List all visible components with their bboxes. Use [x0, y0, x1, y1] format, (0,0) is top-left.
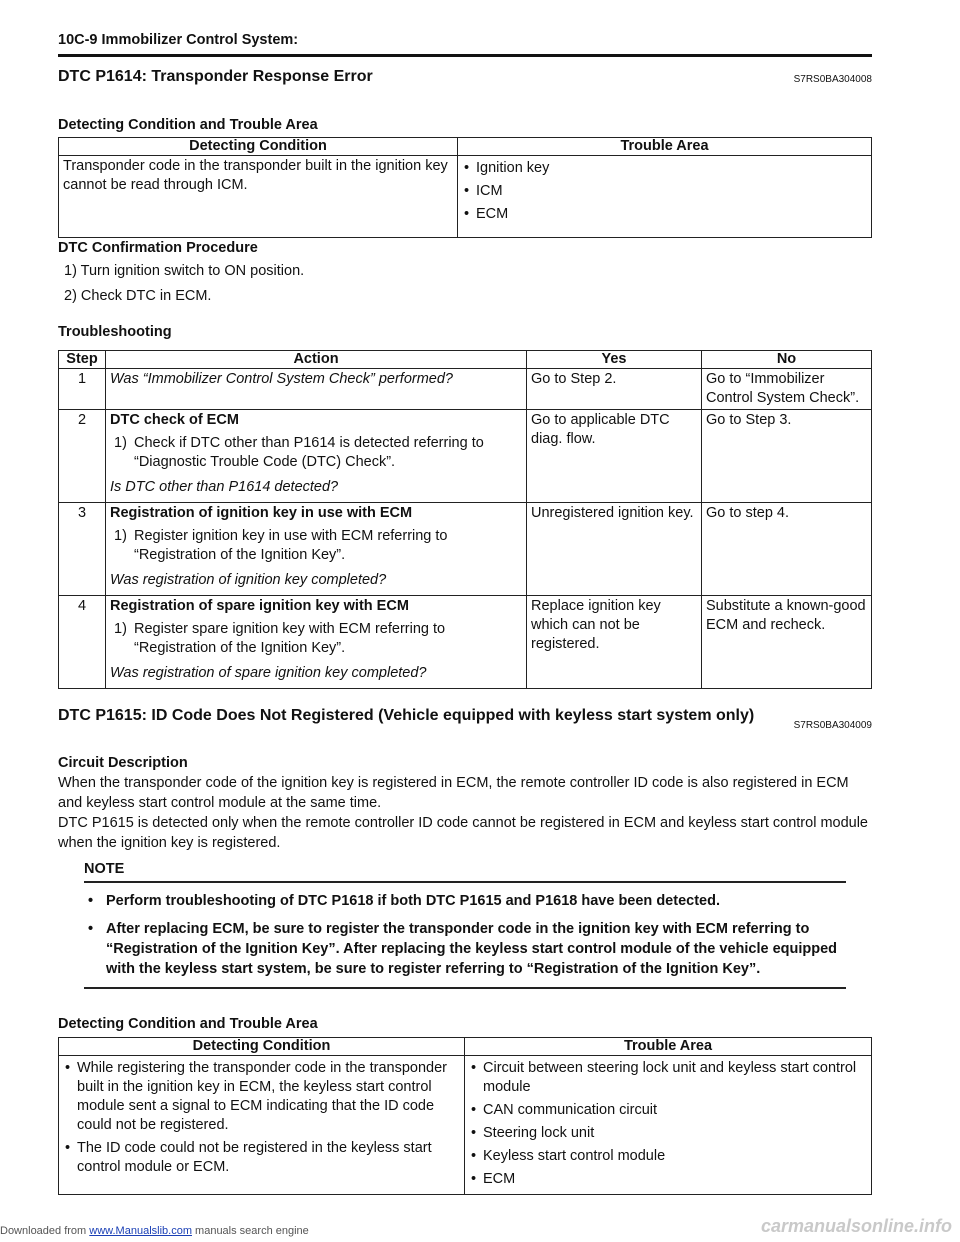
- detect-head-p1615: Detecting Condition and Trouble Area: [58, 1016, 318, 1032]
- th-yes: Yes: [527, 351, 702, 369]
- col-header-condition: Detecting Condition: [59, 1038, 465, 1056]
- col-header-condition: Detecting Condition: [59, 138, 458, 156]
- list-item: • ICM: [462, 182, 867, 201]
- watermark: carmanualsonline.info: [760, 1216, 952, 1236]
- note-label: NOTE: [84, 861, 125, 877]
- th-no: No: [702, 351, 872, 369]
- list-item: • Circuit between steering lock unit and keyless start control module: [469, 1059, 867, 1097]
- step-substep: 1) Register spare ignition key with ECM referring to “Registration of the Ignition Key”.: [114, 621, 446, 656]
- footer-suffix: manuals search engine: [191, 1225, 309, 1237]
- note-box: [84, 861, 846, 989]
- step-no: Substitute a known-good ECM and recheck.: [702, 596, 872, 689]
- step-question: Was registration of ignition key completed?: [110, 572, 387, 588]
- step-number: 2: [59, 410, 106, 503]
- table-row: [59, 410, 872, 503]
- circuit-paragraph-2: DTC P1615 is detected only when the remote controller ID code cannot be registered in ECM and keyless start control module when the ignition key is registered.: [58, 815, 868, 851]
- confirm-head: DTC Confirmation Procedure: [58, 240, 258, 256]
- step-yes: Go to applicable DTC diag. flow.: [527, 410, 702, 503]
- circuit-paragraph-1: When the transponder code of the ignition key is registered in ECM, the remote controller ID code is also registered in ECM and keyless start control module at the same time.: [58, 775, 849, 811]
- footer: [0, 1225, 309, 1237]
- list-item: • Keyless start control module: [469, 1147, 867, 1166]
- step-question: Is DTC other than P1614 detected?: [110, 479, 339, 495]
- step-question: Was “Immobilizer Control System Check” performed?: [106, 369, 527, 410]
- list-item: • Ignition key: [462, 159, 867, 178]
- step-yes: Replace ignition key which can not be registered.: [527, 596, 702, 689]
- manualslib-link[interactable]: www.Manualslib.com: [89, 1225, 192, 1237]
- troubleshooting-head: Troubleshooting: [58, 324, 172, 340]
- step-action: [106, 503, 527, 596]
- substep-text: Register spare ignition key with ECM referring to “Registration of the Ignition Key”.: [134, 621, 446, 656]
- section-title-p1615: [58, 707, 872, 731]
- list-item: • ECM: [469, 1170, 867, 1189]
- condition-cell: Transponder code in the transponder built in the ignition key cannot be read through ICM.: [59, 156, 458, 238]
- step-title: Registration of spare ignition key with ECM: [110, 598, 409, 614]
- confirm-step-1: 1) Turn ignition switch to ON position.: [64, 263, 305, 279]
- step-number: 4: [59, 596, 106, 689]
- confirm-step-2: 2) Check DTC in ECM.: [64, 288, 212, 304]
- circuit-head: Circuit Description: [58, 755, 188, 771]
- list-item: • Steering lock unit: [469, 1124, 867, 1143]
- section-title-text: DTC P1614: Transponder Response Error: [58, 68, 373, 85]
- section-title-text: DTC P1615: ID Code Does Not Registered (Vehicle equipped with keyless start system only): [58, 707, 755, 724]
- list-item: • While registering the transponder code in the transponder built in the ignition key in ECM, the keyless start control module sent a signal to ECM indicating that the ID code could not be registered.: [63, 1059, 460, 1135]
- note-item: • Perform troubleshooting of DTC P1618 if both DTC P1615 and P1618 have been detected.: [84, 891, 846, 911]
- step-question: Was registration of spare ignition key completed?: [110, 665, 427, 681]
- th-step: Step: [59, 351, 106, 369]
- section-code: S7RS0BA304009: [793, 720, 872, 731]
- area-cell: [458, 156, 872, 238]
- area-cell: [465, 1056, 872, 1195]
- step-title: Registration of ignition key in use with ECM: [110, 505, 413, 521]
- footer-prefix: Downloaded from: [0, 1225, 87, 1237]
- step-substep: 1) Check if DTC other than P1614 is detected referring to “Diagnostic Trouble Code (DTC) Check”.: [114, 435, 484, 470]
- detect-head-p1614: Detecting Condition and Trouble Area: [58, 117, 318, 133]
- step-number: 3: [59, 503, 106, 596]
- list-item: • ECM: [462, 205, 867, 224]
- detect-table-p1615: [58, 1037, 872, 1195]
- step-number: 1: [59, 369, 106, 410]
- th-action: Action: [106, 351, 527, 369]
- note-top-rule: [84, 881, 846, 883]
- table-row: [59, 596, 872, 689]
- note-item: • After replacing ECM, be sure to register the transponder code in the ignition key with ECM referring to “Registration of the Ignition Key”. After replacing the keyless start control module of the vehicle equipped with the keyless start system, be sure to register referring to “Registration of the Ignition Key”.: [84, 919, 846, 979]
- step-no: Go to Step 3.: [702, 410, 872, 503]
- step-no: Go to “Immobilizer Control System Check”.: [702, 369, 872, 410]
- table-row: [59, 369, 872, 410]
- table-row: [59, 503, 872, 596]
- list-item: • The ID code could not be registered in the keyless start control module or ECM.: [63, 1139, 460, 1177]
- note-bottom-rule: [84, 987, 846, 989]
- step-no: Go to step 4.: [702, 503, 872, 596]
- page-header: [58, 32, 872, 57]
- detect-table-p1614: [58, 137, 872, 238]
- substep-text: Check if DTC other than P1614 is detected referring to “Diagnostic Trouble Code (DTC) Check”.: [134, 435, 484, 470]
- step-substep: 1) Register ignition key in use with ECM referring to “Registration of the Ignition Key”.: [114, 528, 448, 563]
- step-yes: Unregistered ignition key.: [527, 503, 702, 596]
- col-header-area: Trouble Area: [458, 138, 872, 156]
- step-yes: Go to Step 2.: [527, 369, 702, 410]
- substep-text: Register ignition key in use with ECM referring to “Registration of the Ignition Key”.: [134, 528, 448, 563]
- section-title-p1614: [58, 68, 872, 86]
- col-header-area: Trouble Area: [465, 1038, 872, 1056]
- list-item: • CAN communication circuit: [469, 1101, 867, 1120]
- condition-cell: [59, 1056, 465, 1195]
- step-action: [106, 410, 527, 503]
- section-code: S7RS0BA304008: [793, 74, 872, 85]
- troubleshooting-table: [58, 350, 872, 689]
- page-label: 10C-9 Immobilizer Control System:: [58, 32, 299, 48]
- step-action: [106, 596, 527, 689]
- step-title: DTC check of ECM: [110, 412, 239, 428]
